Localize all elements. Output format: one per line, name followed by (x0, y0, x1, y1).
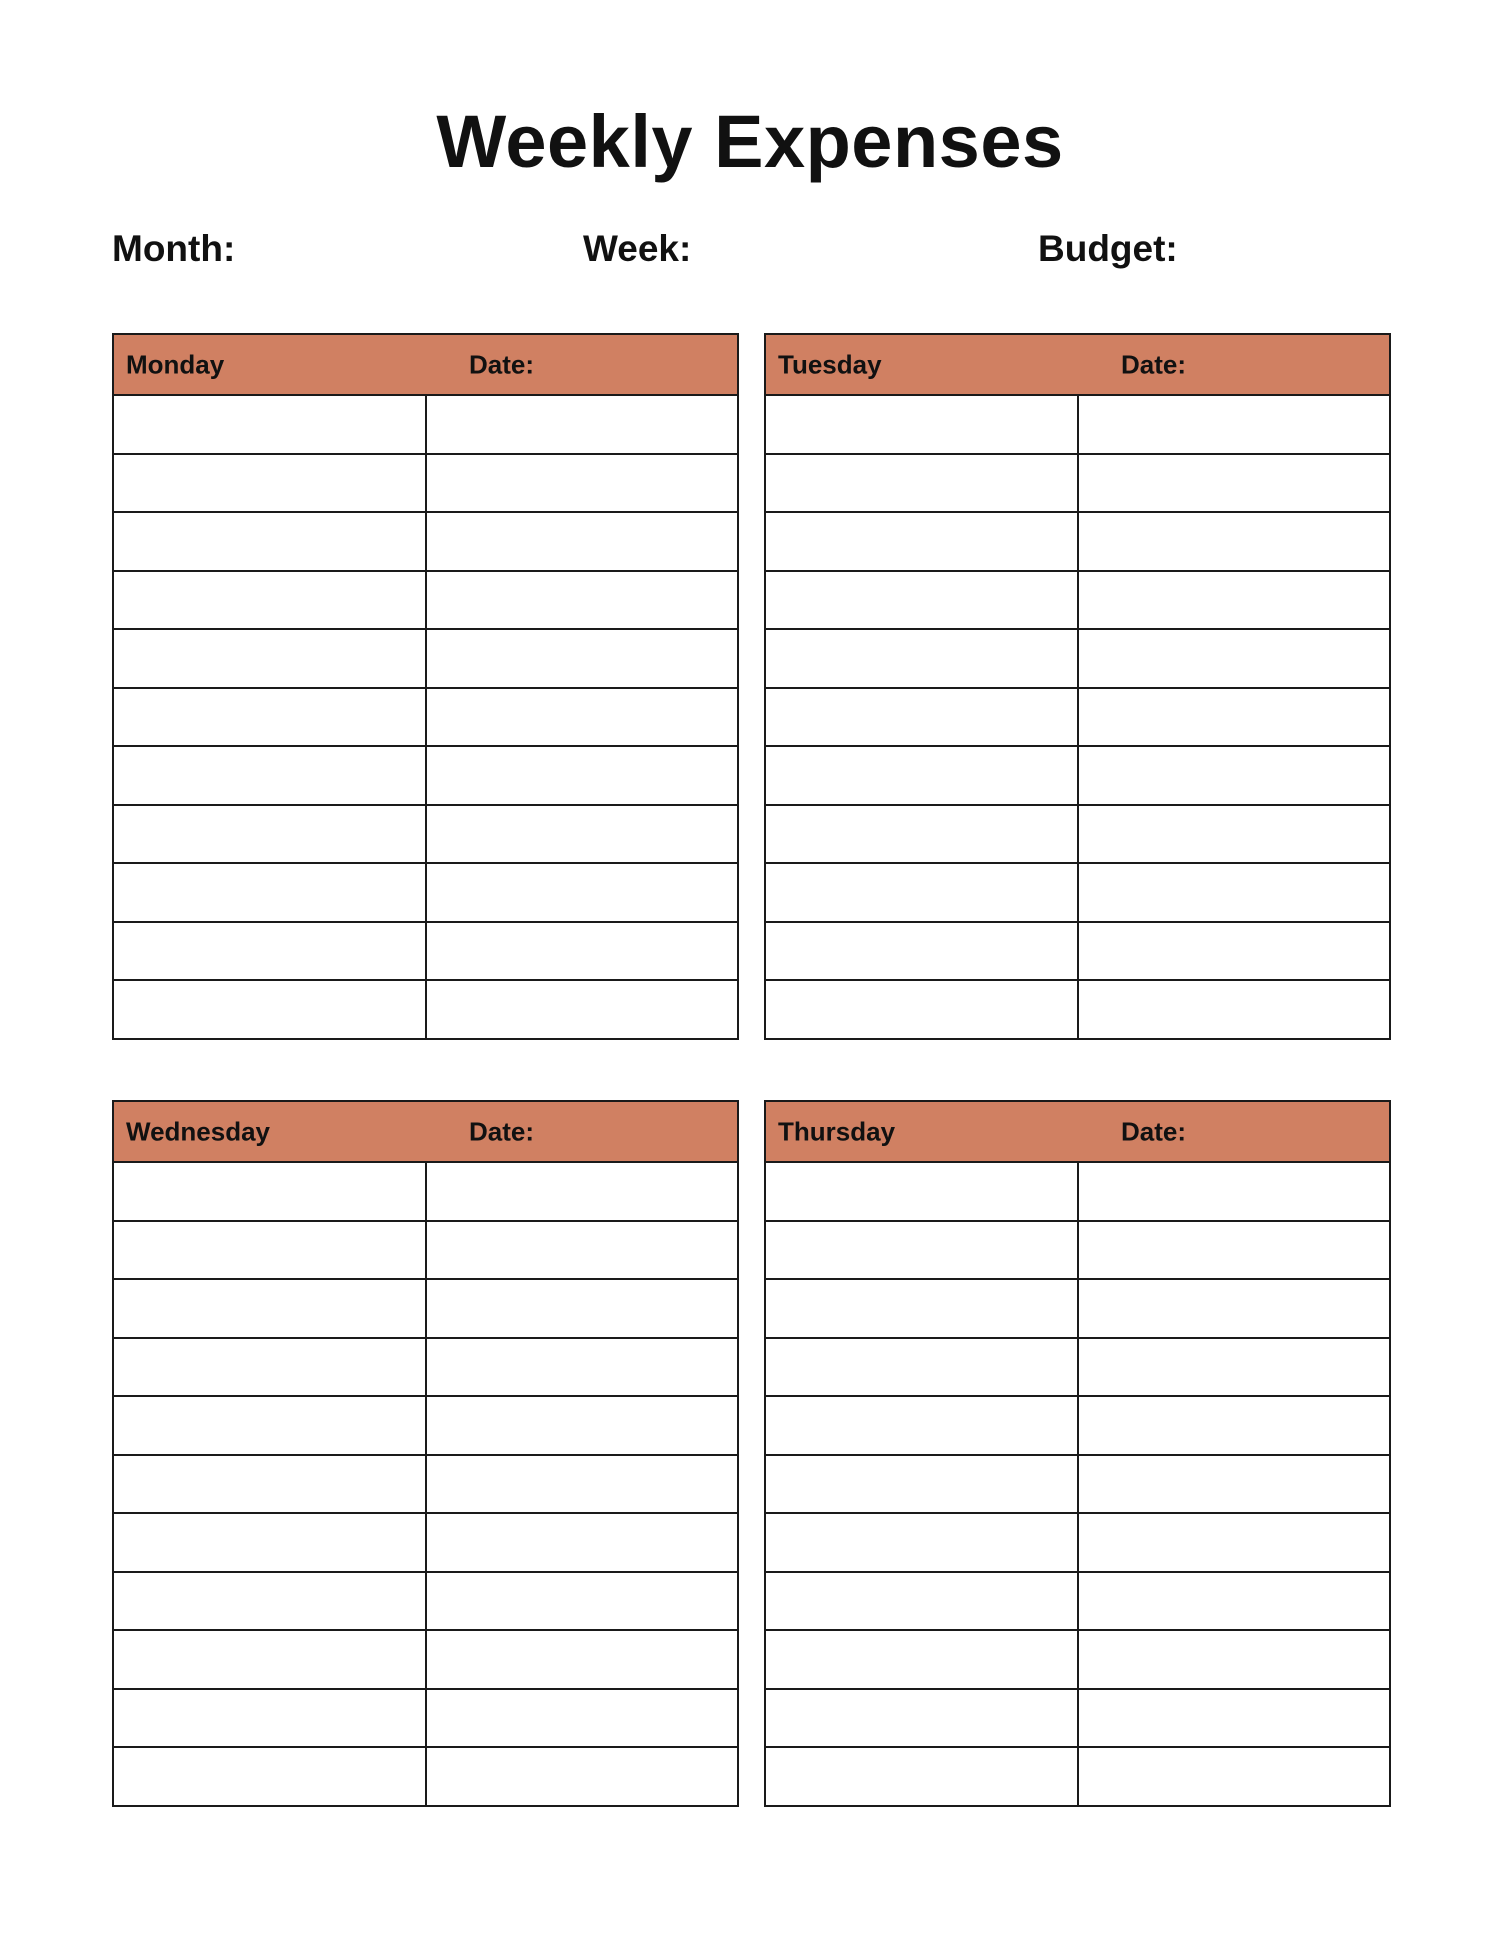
expense-item-cell[interactable] (765, 980, 1078, 1039)
table-row (113, 1689, 738, 1748)
expense-amount-cell[interactable] (1078, 1162, 1391, 1221)
expense-item-cell[interactable] (765, 746, 1078, 805)
expense-amount-cell[interactable] (426, 1513, 739, 1572)
expense-amount-cell[interactable] (426, 1279, 739, 1338)
expense-amount-cell[interactable] (1078, 1221, 1391, 1280)
expense-amount-cell[interactable] (1078, 688, 1391, 747)
expense-item-cell[interactable] (765, 805, 1078, 864)
expense-amount-cell[interactable] (426, 1572, 739, 1631)
table-row (113, 395, 738, 454)
expense-item-cell[interactable] (113, 1513, 426, 1572)
table-row (113, 454, 738, 513)
day-name: Monday (126, 349, 225, 379)
table-header-row (765, 1101, 1390, 1162)
expense-amount-cell[interactable] (1078, 805, 1391, 864)
table-row (113, 1396, 738, 1455)
expense-item-cell[interactable] (113, 922, 426, 981)
expense-amount-cell[interactable] (1078, 1279, 1391, 1338)
expense-item-cell[interactable] (113, 395, 426, 454)
date-label: Date: (469, 1116, 535, 1146)
expense-amount-cell[interactable] (426, 1747, 739, 1806)
expense-item-cell[interactable] (113, 571, 426, 630)
table-row (113, 1338, 738, 1397)
table-row (113, 1279, 738, 1338)
expense-item-cell[interactable] (765, 1689, 1078, 1748)
expense-item-cell[interactable] (113, 805, 426, 864)
week-label: Week: (583, 228, 692, 269)
table-row (765, 1689, 1390, 1748)
table-row (765, 1513, 1390, 1572)
expense-amount-cell[interactable] (426, 863, 739, 922)
expense-amount-cell[interactable] (1078, 395, 1391, 454)
table-row (765, 1747, 1390, 1806)
expense-item-cell[interactable] (765, 629, 1078, 688)
expense-amount-cell[interactable] (1078, 1747, 1391, 1806)
table-row (113, 805, 738, 864)
table-row (113, 922, 738, 981)
expense-item-cell[interactable] (113, 1689, 426, 1748)
table-row (113, 1572, 738, 1631)
table-row (113, 512, 738, 571)
table-row (765, 1162, 1390, 1221)
expense-item-cell[interactable] (113, 980, 426, 1039)
date-label: Date: (469, 349, 535, 379)
month-label: Month: (112, 228, 236, 269)
table-header (765, 334, 1390, 395)
table-row (765, 1279, 1390, 1338)
expense-amount-cell[interactable] (426, 1630, 739, 1689)
expense-item-cell[interactable] (765, 1455, 1078, 1514)
expense-item-cell[interactable] (113, 1455, 426, 1514)
expense-amount-cell[interactable] (1078, 980, 1391, 1039)
wednesday-table (112, 1100, 739, 1807)
expense-amount-cell[interactable] (1078, 454, 1391, 513)
table-row (113, 746, 738, 805)
table-row (765, 922, 1390, 981)
expense-amount-cell[interactable] (1078, 746, 1391, 805)
budget-label: Budget: (1038, 228, 1178, 269)
expense-item-cell[interactable] (113, 629, 426, 688)
table-row (113, 1630, 738, 1689)
expense-item-cell[interactable] (113, 1279, 426, 1338)
expense-amount-cell[interactable] (1078, 512, 1391, 571)
expense-amount-cell[interactable] (426, 454, 739, 513)
table-header-row (113, 1101, 738, 1162)
expense-amount-cell[interactable] (426, 395, 739, 454)
table-row (113, 629, 738, 688)
expense-amount-cell[interactable] (426, 805, 739, 864)
expense-amount-cell[interactable] (426, 1338, 739, 1397)
expense-item-cell[interactable] (765, 512, 1078, 571)
table-row (113, 1162, 738, 1221)
expense-item-cell[interactable] (765, 1279, 1078, 1338)
table-row (765, 1338, 1390, 1397)
expense-item-cell[interactable] (765, 1338, 1078, 1397)
expense-amount-cell[interactable] (426, 688, 739, 747)
table-row (113, 863, 738, 922)
date-label: Date: (1121, 349, 1187, 379)
table-row (765, 395, 1390, 454)
expense-item-cell[interactable] (113, 746, 426, 805)
expense-amount-cell[interactable] (1078, 1455, 1391, 1514)
expense-amount-cell[interactable] (1078, 571, 1391, 630)
table-row (113, 688, 738, 747)
table-row (113, 1455, 738, 1514)
expense-item-cell[interactable] (113, 1572, 426, 1631)
page-title: Weekly Expenses (436, 100, 1064, 183)
expense-item-cell[interactable] (765, 1221, 1078, 1280)
table-row (765, 454, 1390, 513)
expense-amount-cell[interactable] (426, 1455, 739, 1514)
table-row (765, 1630, 1390, 1689)
expense-item-cell[interactable] (113, 688, 426, 747)
expense-item-cell[interactable] (765, 1396, 1078, 1455)
table-header (113, 334, 738, 395)
expense-item-cell[interactable] (765, 454, 1078, 513)
table-header (765, 1101, 1390, 1162)
table-row (765, 980, 1390, 1039)
day-name: Tuesday (778, 349, 882, 379)
expense-item-cell[interactable] (113, 1221, 426, 1280)
expense-amount-cell[interactable] (426, 1689, 739, 1748)
expense-amount-cell[interactable] (426, 1396, 739, 1455)
day-name: Thursday (778, 1116, 896, 1146)
expense-amount-cell[interactable] (426, 571, 739, 630)
expense-amount-cell[interactable] (426, 746, 739, 805)
table-row (765, 512, 1390, 571)
expense-amount-cell[interactable] (1078, 922, 1391, 981)
expense-item-cell[interactable] (765, 863, 1078, 922)
expense-amount-cell[interactable] (1078, 1338, 1391, 1397)
expense-amount-cell[interactable] (426, 922, 739, 981)
table-row (113, 1221, 738, 1280)
table-row (765, 688, 1390, 747)
table-row (765, 746, 1390, 805)
expense-item-cell[interactable] (765, 1630, 1078, 1689)
expense-amount-cell[interactable] (426, 512, 739, 571)
expense-item-cell[interactable] (765, 1513, 1078, 1572)
table-row (765, 1572, 1390, 1631)
expense-item-cell[interactable] (765, 395, 1078, 454)
table-header-row (113, 334, 738, 395)
expense-amount-cell[interactable] (426, 629, 739, 688)
table-header (113, 1101, 738, 1162)
expense-item-cell[interactable] (113, 454, 426, 513)
expense-item-cell[interactable] (113, 1747, 426, 1806)
expense-item-cell[interactable] (765, 922, 1078, 981)
table-row (765, 629, 1390, 688)
table-row (113, 1747, 738, 1806)
thursday-table (764, 1100, 1391, 1807)
expense-item-cell[interactable] (765, 688, 1078, 747)
expense-item-cell[interactable] (113, 1396, 426, 1455)
tuesday-table (764, 333, 1391, 1040)
expense-item-cell[interactable] (113, 1338, 426, 1397)
expense-amount-cell[interactable] (1078, 863, 1391, 922)
expense-item-cell[interactable] (765, 1572, 1078, 1631)
expense-item-cell[interactable] (113, 1162, 426, 1221)
table-row (765, 571, 1390, 630)
table-row (765, 1396, 1390, 1455)
expense-item-cell[interactable] (765, 1162, 1078, 1221)
table-row (765, 1455, 1390, 1514)
expense-amount-cell[interactable] (1078, 1513, 1391, 1572)
date-label: Date: (1121, 1116, 1187, 1146)
table-row (113, 1513, 738, 1572)
expense-item-cell[interactable] (113, 1630, 426, 1689)
expense-amount-cell[interactable] (426, 980, 739, 1039)
expense-item-cell[interactable] (765, 1747, 1078, 1806)
expense-amount-cell[interactable] (1078, 1630, 1391, 1689)
expense-amount-cell[interactable] (1078, 629, 1391, 688)
table-row (765, 1221, 1390, 1280)
table-row (113, 980, 738, 1039)
expense-amount-cell[interactable] (1078, 1396, 1391, 1455)
day-name: Wednesday (126, 1116, 271, 1146)
table-row (113, 571, 738, 630)
table-row (765, 805, 1390, 864)
table-header-row (765, 334, 1390, 395)
expense-amount-cell[interactable] (1078, 1689, 1391, 1748)
expense-amount-cell[interactable] (426, 1221, 739, 1280)
monday-table (112, 333, 739, 1040)
expense-item-cell[interactable] (113, 863, 426, 922)
expense-amount-cell[interactable] (426, 1162, 739, 1221)
expense-amount-cell[interactable] (1078, 1572, 1391, 1631)
expense-item-cell[interactable] (113, 512, 426, 571)
expense-item-cell[interactable] (765, 571, 1078, 630)
table-row (765, 863, 1390, 922)
